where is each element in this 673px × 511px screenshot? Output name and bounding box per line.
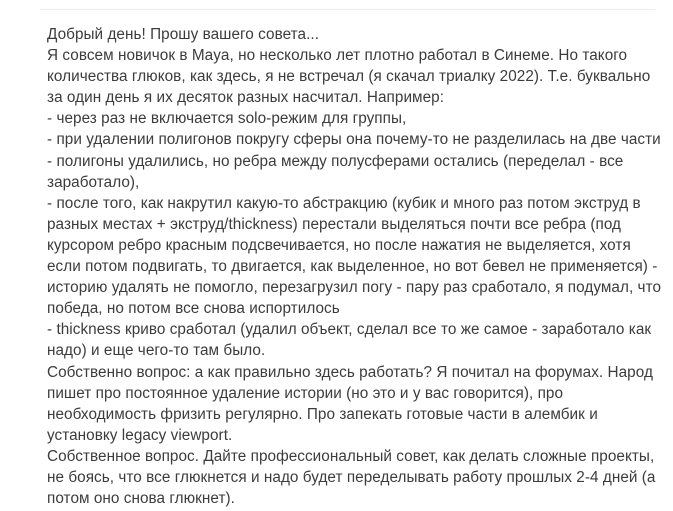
post-line: заработало), xyxy=(47,173,140,191)
post-line: историю удалять не помогло, перезагрузил погу - пару раз сработало, я подумал, что xyxy=(47,279,662,297)
post-line: Собственно вопрос: а как правильно здесь работать? Я почитал на форумах. Народ xyxy=(47,363,653,381)
post-line: необходимость фризить регулярно. Про запекать готовые части в алембик и xyxy=(47,405,598,423)
post-line: - thickness криво сработал (удалил объект, сделал все то же самое - заработало как xyxy=(47,321,652,339)
post-line: Добрый день! Прошу вашего совета... xyxy=(47,26,319,43)
post-line: за один день я их десяток разных насчитал. Например: xyxy=(47,89,445,107)
post-top-divider xyxy=(40,9,655,10)
post-line: разных местах + экструд/thickness) перестали выделяться почти все ребра (под xyxy=(47,215,622,233)
post-line: - после того, как накрутил какую-то абстракцию (кубик и много раз потом экструд в xyxy=(47,194,641,212)
post-line: победа, но потом все снова испортилось xyxy=(47,300,340,318)
forum-post-body xyxy=(47,24,663,509)
post-line: если потом подвигать, то двигается, как выделенное, но вот бевел не применяется) - xyxy=(47,258,658,276)
post-line: количества глюков, как здесь, я не встречал (я скачал триалку 2022). Т.е. буквально xyxy=(47,68,651,86)
post-line: - через раз не включается solo-режим для группы, xyxy=(47,110,407,128)
post-line: - полигоны удалились, но ребра между полусферами остались (переделал - все xyxy=(47,152,624,170)
post-line: потом оно снова глюкнет). xyxy=(47,490,235,508)
post-line: надо) и еще чего-то там было. xyxy=(47,342,266,360)
post-line: Собственное вопрос. Дайте профессиональный совет, как делать сложные проекты, xyxy=(47,447,655,465)
post-line: не боясь, что все глюкнется и надо будет переделывать работу прошлых 2-4 дней (а xyxy=(47,468,656,486)
post-line: установку legacy viewport. xyxy=(47,426,233,444)
post-line: - при удалении полигонов покругу сферы она почему-то не разделилась на две части xyxy=(47,131,661,149)
post-line: курсором ребро красным подсвечивается, но после нажатия не выделяется, хотя xyxy=(47,236,631,254)
post-line: пишет про постоянное удаление истории (но это и у вас говорится), про xyxy=(47,384,564,402)
post-line: Я совсем новичок в Maya, но несколько лет плотно работал в Синеме. Но такого xyxy=(47,47,628,65)
